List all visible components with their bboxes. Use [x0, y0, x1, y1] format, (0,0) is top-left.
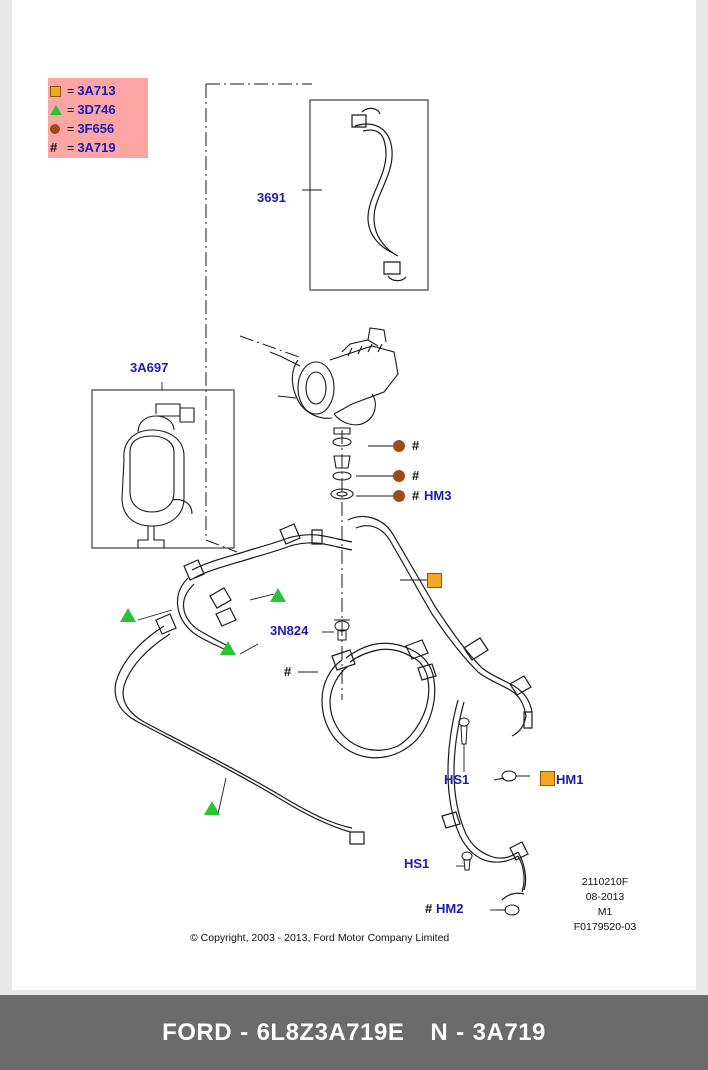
- drawing-sheet-code: F0179520-03: [573, 921, 637, 933]
- circle-marker: [393, 490, 405, 502]
- legend-rows: [50, 81, 116, 157]
- copyright-note: © Copyright, 2003 - 2013, Ford Motor Company Limited: [190, 932, 450, 944]
- square-icon: [50, 84, 66, 98]
- footer-dash-2: -: [456, 1018, 465, 1046]
- legend-part-code: 3A719: [77, 140, 116, 155]
- footer-brand: FORD: [162, 1018, 233, 1046]
- legend-equals: =: [67, 83, 75, 98]
- hash-label: #: [412, 438, 420, 453]
- legend-equals: =: [67, 121, 75, 136]
- triangle-marker: [220, 641, 236, 655]
- triangle-marker: [120, 608, 136, 622]
- triangle-marker: [204, 801, 220, 815]
- drawing-date: 08-2013: [585, 891, 625, 903]
- steering-pump-body: [270, 328, 398, 425]
- drawing-revision: M1: [597, 906, 613, 918]
- callout-3691: 3691: [257, 190, 286, 205]
- legend-row: [50, 100, 116, 119]
- footer-group: 3A719: [472, 1018, 546, 1046]
- legend-part-code: 3F656: [77, 121, 115, 136]
- hash-label: #: [412, 468, 420, 483]
- legend-part-code: 3D746: [77, 102, 116, 117]
- drawing-number: 2110210F: [581, 876, 629, 888]
- hash-label: #: [425, 901, 433, 916]
- legend-row: [50, 119, 116, 138]
- callout-3N824: 3N824: [270, 623, 309, 638]
- reservoir-assembly: [122, 404, 194, 548]
- footer-section: N: [430, 1018, 449, 1046]
- footer-part-number: 6L8Z3A719E: [256, 1018, 405, 1046]
- footer-dash-1: -: [240, 1018, 249, 1046]
- drawing-meta: [560, 875, 650, 935]
- square-marker: [540, 771, 555, 786]
- circle-icon: [50, 122, 66, 136]
- symbol-legend: [48, 78, 148, 158]
- hose-network-main: [115, 517, 532, 900]
- hash-label: #: [284, 664, 292, 679]
- callout-hm2: HM2: [436, 901, 464, 916]
- diagram-sheet: [12, 0, 696, 990]
- footer-text: [162, 1019, 546, 1047]
- callout-hm3: HM3: [424, 488, 452, 503]
- legend-row: [50, 138, 116, 157]
- legend-equals: =: [67, 140, 75, 155]
- construction-lines: [206, 84, 342, 700]
- hash-icon: #: [50, 140, 58, 156]
- hash-label: #: [412, 488, 420, 503]
- leader-lines: [138, 190, 548, 910]
- square-marker: [427, 573, 442, 588]
- callout-hm1: HM1: [556, 772, 584, 787]
- legend-part-code: 3A713: [77, 83, 116, 98]
- callout-3A697: 3A697: [130, 360, 169, 375]
- hose-3691: [352, 108, 406, 280]
- legend-row: [50, 81, 116, 100]
- circle-marker: [393, 470, 405, 482]
- legend-equals: =: [67, 102, 75, 117]
- callout-hs1-lower: HS1: [404, 856, 430, 871]
- callout-hs1-upper: HS1: [444, 772, 470, 787]
- circle-marker: [393, 440, 405, 452]
- triangle-icon: [50, 103, 66, 117]
- inset-box-3691: [310, 100, 428, 290]
- footer-bar: [0, 995, 708, 1070]
- triangle-marker: [270, 588, 286, 602]
